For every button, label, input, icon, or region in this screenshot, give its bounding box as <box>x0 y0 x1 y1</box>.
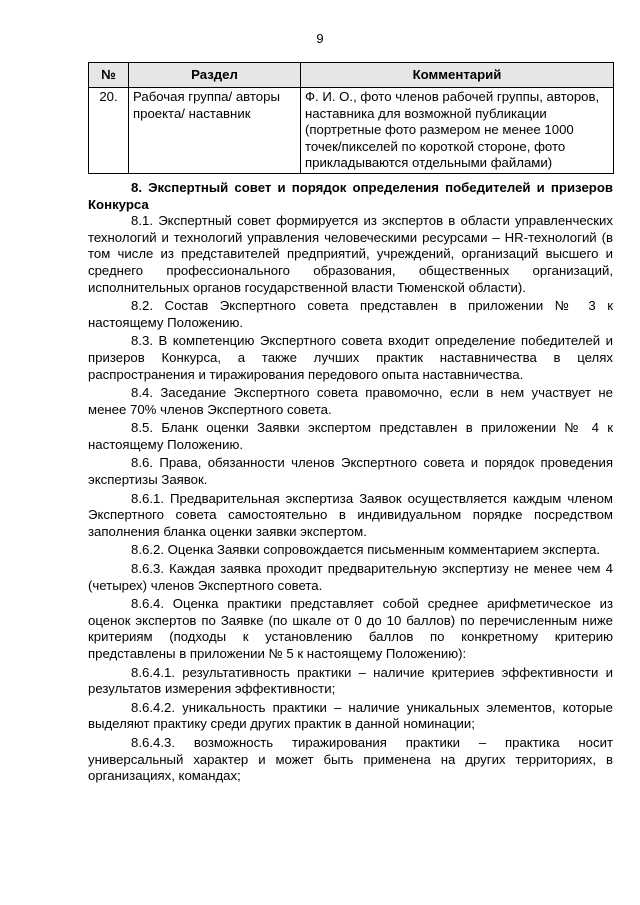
section-heading: 8. Экспертный совет и порядок определения победителей и призеров Конкурса <box>88 179 613 212</box>
paragraph-8-6-4-1: 8.6.4.1. результативность практики – наличие критериев эффективности и результатов измерения эффективности; <box>88 664 613 697</box>
column-header-section: Раздел <box>129 63 301 88</box>
row-section: Рабочая группа/ авторы проекта/ наставник <box>129 88 301 174</box>
paragraph-8-6-4-3: 8.6.4.3. возможность тиражирования практики – практика носит универсальный характер и может быть применена на других территориях, в организациях, командах; <box>88 734 613 784</box>
paragraph-8-2: 8.2. Состав Экспертного совета представлен в приложении № 3 к настоящему Положению. <box>88 298 613 330</box>
paragraph-8-6-4: 8.6.4. Оценка практики представляет собой среднее арифметическое из оценок экспертов по Заявке (по шкале от 0 до 10 баллов) по перечисленным ниже критериям (подходы к установлению баллов по конкретному критерию представлены в приложении № 5 к настоящему Положению): <box>88 596 613 661</box>
paragraph-8-1: 8.1. Экспертный совет формируется из экспертов в области управленческих технологий и технологий управления человеческими ресурсами – HR-технологий (в том числе из представителей предприятий, учреждений, организаций высшего и среднего профессионального образования, общественных организаций, исполнительных органов государственной власти Тюменской области). <box>88 213 613 295</box>
application-fields-table <box>88 62 614 174</box>
paragraph-8-6: 8.6. Права, обязанности членов Экспертного совета и порядок проведения экспертизы Заявок. <box>88 455 613 488</box>
paragraph-8-6-4-2: 8.6.4.2. уникальность практики – наличие уникальных элементов, которые выделяют практику среди других практик в данной номинации; <box>88 699 613 732</box>
paragraph-8-5: 8.5. Бланк оценки Заявки экспертом представлен в приложении № 4 к настоящему Положению. <box>88 420 613 452</box>
row-comment: Ф. И. О., фото членов рабочей группы, авторов, наставника для возможной публикации (портретные фото размером не менее 1000 точек/пикселей по короткой стороне, фото прикладываются отдельными файлами) <box>301 88 614 174</box>
paragraph-8-6-2: 8.6.2. Оценка Заявки сопровождается письменным комментарием эксперта. <box>131 542 600 558</box>
document-body <box>88 62 613 787</box>
paragraph-8-3: 8.3. В компетенцию Экспертного совета входит определение победителей и призеров Конкурса, а также лучших практик наставничества в целях распространения и тиражирования передового опыта наставничества. <box>88 333 613 382</box>
column-header-number: № <box>89 63 129 88</box>
paragraph-8-4: 8.4. Заседание Экспертного совета правомочно, если в нем участвует не менее 70% членов Экспертного совета. <box>88 385 613 417</box>
paragraph-8-6-1: 8.6.1. Предварительная экспертиза Заявок осуществляется каждым членом Экспертного совета самостоятельно в индивидуальном порядке посредством заполнения бланка оценки заявки экспертом. <box>88 490 613 539</box>
paragraph-8-6-3: 8.6.3. Каждая заявка проходит предварительную экспертизу не менее чем 4 (четырех) членов Экспертного совета. <box>88 561 613 593</box>
column-header-comment: Комментарий <box>301 63 614 88</box>
table-row <box>89 88 614 174</box>
page-number: 9 <box>316 31 324 46</box>
row-number: 20. <box>89 88 129 174</box>
section-paragraphs <box>88 213 613 785</box>
table-header-row <box>89 63 614 88</box>
